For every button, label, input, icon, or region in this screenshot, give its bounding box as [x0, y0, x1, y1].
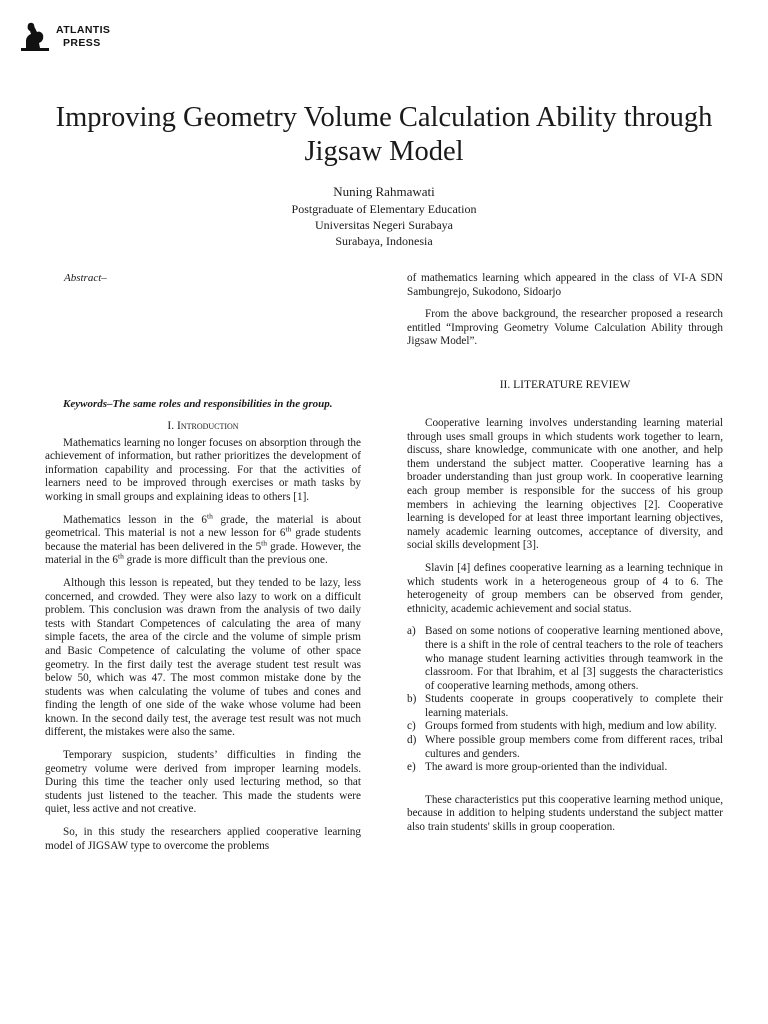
- section-title: Introduction: [176, 420, 239, 432]
- logo-text-press: PRESS: [63, 37, 101, 49]
- publisher-logo: [18, 20, 138, 60]
- author-block: [184, 184, 584, 249]
- characteristics-list: [407, 625, 723, 775]
- intro-paragraph-1: Mathematics learning no longer focuses on absorption through the achievement of information, but rather prioritizes the development of information capability and processing. For that the activities of learners need to be improved through exercises or math tasks by working in small groups and explaining ideas to others [1].: [45, 436, 361, 503]
- intro-paragraph-3: Although this lesson is repeated, but they tended to be lazy, less concerned, and crowded. They were also lazy to work on a difficult problem. This conclusion was drawn from the analysis of two daily tests with Standart Competences of calculating the area of many simple facets, the area of the circle and the volume of simple prism and Basic Competence of calculating the volume of other space geometry. In the first daily test the average student test result was below 50, which was 47. The most common mistake done by the students was when calculating the volume of tubes and cones and finding the length of one side of the wake whose volume had been known. In the second daily test, the average test result was not much different, the mistakes were also the same.: [45, 576, 361, 739]
- right-column-literature: [407, 417, 723, 835]
- literature-paragraph-1: Cooperative learning involves understanding learning material through uses small groups in which students work together to learn, discuss, share knowledge, communicate with one another, and help them understand the subject matter. Cooperative learning has a broader understanding than just group work. In cooperative learning each group member is responsible for the success of his group members in achieving the learning objectives [2]. Cooperative learning is developed for at least three important learning objectives, namely academic learning outcomes, acceptance of diversity, and social skills development [3].: [407, 417, 723, 552]
- section-heading-literature-review-wrap: [407, 379, 723, 393]
- thinker-statue-icon: [18, 20, 52, 54]
- author-name: Nuning Rahmawati: [333, 184, 435, 199]
- keywords: Keywords–The same roles and responsibilities in the group.: [63, 398, 333, 410]
- section-heading-introduction: [45, 420, 361, 434]
- author-affiliation-2: Universitas Negeri Surabaya: [315, 218, 453, 232]
- section-number: I.: [167, 420, 175, 432]
- paper-title: Improving Geometry Volume Calculation Ability through Jigsaw Model: [55, 102, 713, 167]
- literature-paragraph-3: These characteristics put this cooperative learning method unique, because in addition to helping students understand the subject matter also train students' skills in group cooperation.: [407, 793, 723, 834]
- intro-paragraph-5: So, in this study the researchers applied cooperative learning model of JIGSAW type to overcome the problems: [45, 826, 361, 852]
- background-paragraph: From the above background, the researcher proposed a research entitled “Improving Geometry Volume Calculation Ability through Jigsaw Model”.: [407, 308, 723, 348]
- literature-paragraph-2: Slavin [4] defines cooperative learning as a learning technique in which students work in a heterogeneous group of 4 to 6. The heterogeneity of group members can be observed from gender, ethnicity, academic achievement and social status.: [407, 561, 723, 615]
- author-affiliation-1: Postgraduate of Elementary Education: [291, 202, 477, 216]
- list-item: d) Where possible group members come from different races, tribal cultures and genders.: [407, 734, 723, 760]
- list-item: e) The award is more group-oriented than the individual.: [407, 761, 668, 774]
- logo-text-atlantis: ATLANTIS: [56, 24, 111, 36]
- author-location: Surabaya, Indonesia: [335, 234, 433, 248]
- right-column-top: [407, 272, 723, 349]
- intro-paragraph-2: Mathematics lesson in the 6th grade, the material is about geometrical. This material is not a new lesson for 6th grade students because the material has been delivered in the 5th grade. However, the material in the 6th grade is more difficult than the previous one.: [45, 510, 362, 567]
- left-column: [45, 420, 361, 853]
- abstract-label: Abstract–: [64, 272, 107, 284]
- list-item: b) Students cooperate in groups cooperatively to complete their learning materials.: [407, 693, 723, 719]
- intro-continuation: of mathematics learning which appeared in the class of VI-A SDN Sambungrejo, Sukodono, Sidoarjo: [407, 272, 723, 298]
- section-heading-literature-review: II. LITERATURE REVIEW: [499, 379, 631, 391]
- intro-paragraph-4: Temporary suspicion, students’ difficulties in finding the geometry volume were derived from improper learning models. During this time the teacher only used lecturing method, so that students just listened to the teacher. This made the students were quiet, less active and not creative.: [45, 749, 361, 816]
- list-item: c) Groups formed from students with high, medium and low ability.: [407, 720, 717, 733]
- list-item: a) Based on some notions of cooperative learning mentioned above, there is a shift in the role of central teachers to the role of teachers who manage student learning activities through teamwork in the classroom. For that Ibrahim, et al [3] suggests the characteristics of cooperative learning methods, among others.: [407, 625, 723, 692]
